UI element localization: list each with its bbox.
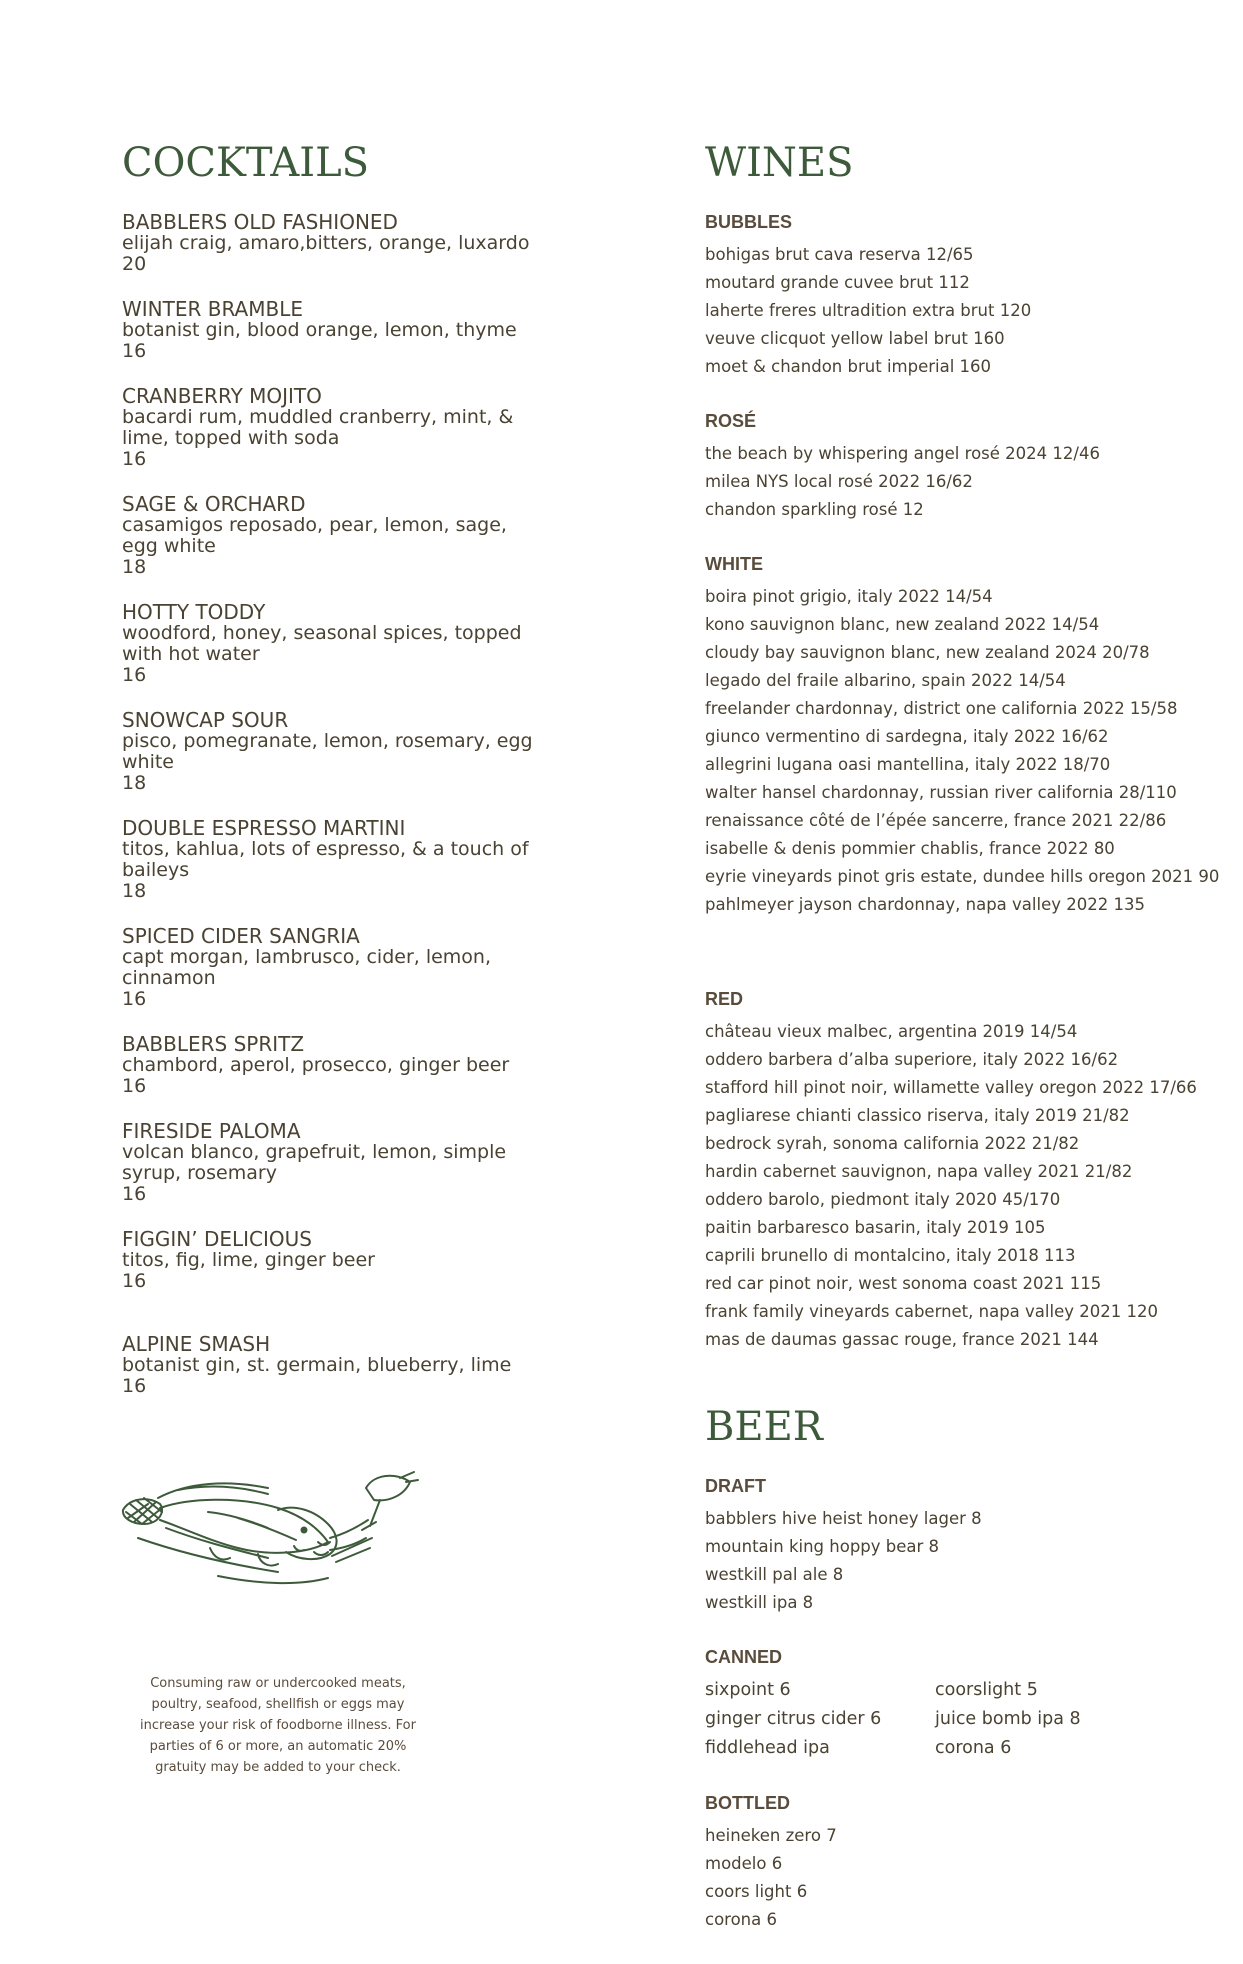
wine-item: freelander chardonnay, district one california 2022 15/58 [705,699,1178,718]
beer-item: westkill pal ale 8 [705,1565,844,1584]
wine-item: allegrini lugana oasi mantellina, italy 2022 18/70 [705,755,1111,774]
cocktail-name: DOUBLE ESPRESSO MARTINI [122,816,406,840]
beer-item: sixpoint 6 [705,1680,791,1700]
cocktail-price: 16 [122,1075,147,1097]
wine-item: walter hansel chardonnay, russian river california 28/110 [705,783,1177,802]
white-list [705,583,1225,919]
cocktail-item [122,602,542,686]
rose-list [705,440,1225,524]
wine-item: frank family vineyards cabernet, napa valley 2021 120 [705,1302,1158,1321]
wine-item: eyrie vineyards pinot gris estate, dundee hills oregon 2021 90 [705,867,1220,886]
bottled-list [705,1822,1225,1934]
wine-item: pagliarese chianti classico riserva, italy 2019 21/82 [705,1106,1130,1125]
beer-item: modelo 6 [705,1854,783,1873]
wine-item: legado del fraile albarino, spain 2022 14/54 [705,671,1066,690]
cocktails-title: COCKTAILS [122,140,370,186]
cocktail-item [122,1334,542,1397]
wine-item: cloudy bay sauvignon blanc, new zealand 2024 20/78 [705,643,1150,662]
beer-item: corona 6 [705,1910,777,1929]
cocktail-item [122,818,542,902]
cocktail-price: 18 [122,880,147,902]
wine-item: bedrock syrah, sonoma california 2022 21/82 [705,1134,1080,1153]
cocktail-price: 16 [122,664,147,686]
cocktail-item [122,212,542,275]
wine-item: moutard grande cuvee brut 112 [705,273,970,292]
cocktail-desc: elijah craig, amaro,bitters, orange, luxardo [122,232,530,254]
red-heading: RED [705,989,744,1009]
wine-item: the beach by whispering angel rosé 2024 12/46 [705,444,1100,463]
cocktail-desc: titos, kahlua, lots of espresso, & a touch of baileys [122,838,529,881]
cocktail-item [122,1229,542,1292]
wine-item: mas de daumas gassac rouge, france 2021 144 [705,1330,1099,1349]
beer-item: coorslight 5 [935,1680,1038,1700]
cocktail-name: SNOWCAP SOUR [122,708,289,732]
wine-item: bohigas brut cava reserva 12/65 [705,245,974,264]
food-safety-disclaimer: Consuming raw or undercooked meats, poultry, seafood, shellfish or eggs may increase your risk of foodborne illness. For parties of 6 or more, an automatic 20% gratuity may be added to your check. [140,1676,416,1775]
cocktail-item [122,926,542,1010]
cocktail-name: BABBLERS OLD FASHIONED [122,210,398,234]
cocktail-desc: titos, fig, lime, ginger beer [122,1249,375,1271]
beer-title: BEER [705,1404,823,1450]
cocktail-name: SPICED CIDER SANGRIA [122,924,360,948]
cocktail-price: 18 [122,556,147,578]
cocktail-price: 16 [122,1183,147,1205]
cocktail-desc: botanist gin, blood orange, lemon, thyme [122,319,517,341]
cocktail-item [122,710,542,794]
beer-item: coors light 6 [705,1882,808,1901]
wine-item: hardin cabernet sauvignon, napa valley 2021 21/82 [705,1162,1133,1181]
bubbles-list [705,241,1225,381]
cocktail-price: 16 [122,1375,147,1397]
bubbles-heading: BUBBLES [705,212,793,232]
beer-item: juice bomb ipa 8 [935,1709,1081,1729]
wine-item: paitin barbaresco basarin, italy 2019 105 [705,1218,1046,1237]
beaver-cocktail-illustration [118,1468,438,1598]
wine-item: oddero barolo, piedmont italy 2020 45/170 [705,1190,1061,1209]
wine-item: isabelle & denis pommier chablis, france 2022 80 [705,839,1115,858]
wine-item: milea NYS local rosé 2022 16/62 [705,472,973,491]
cocktail-desc: pisco, pomegranate, lemon, rosemary, egg white [122,730,533,773]
white-heading: WHITE [705,554,763,574]
cocktail-price: 16 [122,1270,147,1292]
beer-item: westkill ipa 8 [705,1593,814,1612]
cocktail-name: FIGGIN’ DELICIOUS [122,1227,312,1251]
wine-item: pahlmeyer jayson chardonnay, napa valley 2022 135 [705,895,1145,914]
cocktails-column [122,140,542,1421]
draft-list [705,1505,1225,1617]
wine-item: chandon sparkling rosé 12 [705,500,924,519]
cocktail-desc: chambord, aperol, prosecco, ginger beer [122,1054,510,1076]
cocktail-desc: casamigos reposado, pear, lemon, sage, egg white [122,514,507,557]
beer-item: corona 6 [935,1738,1012,1758]
cocktail-desc: bacardi rum, muddled cranberry, mint, & lime, topped with soda [122,406,514,449]
beer-item: fiddlehead ipa [705,1738,830,1758]
cocktail-name: BABBLERS SPRITZ [122,1032,305,1056]
cocktail-price: 16 [122,448,147,470]
cocktail-price: 16 [122,988,147,1010]
cocktail-desc: capt morgan, lambrusco, cider, lemon, cinnamon [122,946,492,989]
cocktail-item [122,1121,542,1205]
cocktail-name: ALPINE SMASH [122,1332,271,1356]
wine-item: kono sauvignon blanc, new zealand 2022 14/54 [705,615,1100,634]
wine-item: oddero barbera d’alba superiore, italy 2022 16/62 [705,1050,1119,1069]
wine-item: moet & chandon brut imperial 160 [705,357,992,376]
red-list [705,1018,1225,1354]
canned-heading: CANNED [705,1647,783,1667]
cocktail-item [122,1034,542,1097]
cocktail-price: 16 [122,340,147,362]
cocktail-name: WINTER BRAMBLE [122,297,303,321]
wine-item: laherte freres ultradition extra brut 120 [705,301,1032,320]
wine-item: boira pinot grigio, italy 2022 14/54 [705,587,993,606]
rose-heading: ROSÉ [705,411,757,431]
cocktail-price: 18 [122,772,147,794]
cocktail-item [122,386,542,470]
beer-item: ginger citrus cider 6 [705,1709,882,1729]
wines-title: WINES [705,140,854,186]
canned-list [705,1676,1225,1763]
cocktail-name: CRANBERRY MOJITO [122,384,322,408]
spacer [705,949,1225,989]
cocktail-item [122,494,542,578]
wine-item: veuve clicquot yellow label brut 160 [705,329,1005,348]
cocktail-name: HOTTY TODDY [122,600,266,624]
wine-item: renaissance côté de l’épée sancerre, france 2021 22/86 [705,811,1167,830]
beer-item: heineken zero 7 [705,1826,837,1845]
cocktail-price: 20 [122,253,147,275]
draft-heading: DRAFT [705,1476,766,1496]
cocktail-item [122,299,542,362]
beer-item: babblers hive heist honey lager 8 [705,1509,982,1528]
cocktail-name: FIRESIDE PALOMA [122,1119,301,1143]
beer-item: mountain king hoppy bear 8 [705,1537,940,1556]
cocktail-desc: volcan blanco, grapefruit, lemon, simple syrup, rosemary [122,1141,507,1184]
bottled-heading: BOTTLED [705,1793,790,1813]
wine-item: château vieux malbec, argentina 2019 14/54 [705,1022,1078,1041]
cocktail-desc: woodford, honey, seasonal spices, topped with hot water [122,622,522,665]
cocktail-desc: botanist gin, st. germain, blueberry, lime [122,1354,512,1376]
wine-item: giunco vermentino di sardegna, italy 2022 16/62 [705,727,1109,746]
wine-item: stafford hill pinot noir, willamette valley oregon 2022 17/66 [705,1078,1197,1097]
wine-item: red car pinot noir, west sonoma coast 2021 115 [705,1274,1102,1293]
wines-beer-column [705,140,1225,1964]
cocktail-name: SAGE & ORCHARD [122,492,306,516]
cocktail-list [122,212,542,1397]
wine-item: caprili brunello di montalcino, italy 2018 113 [705,1246,1076,1265]
